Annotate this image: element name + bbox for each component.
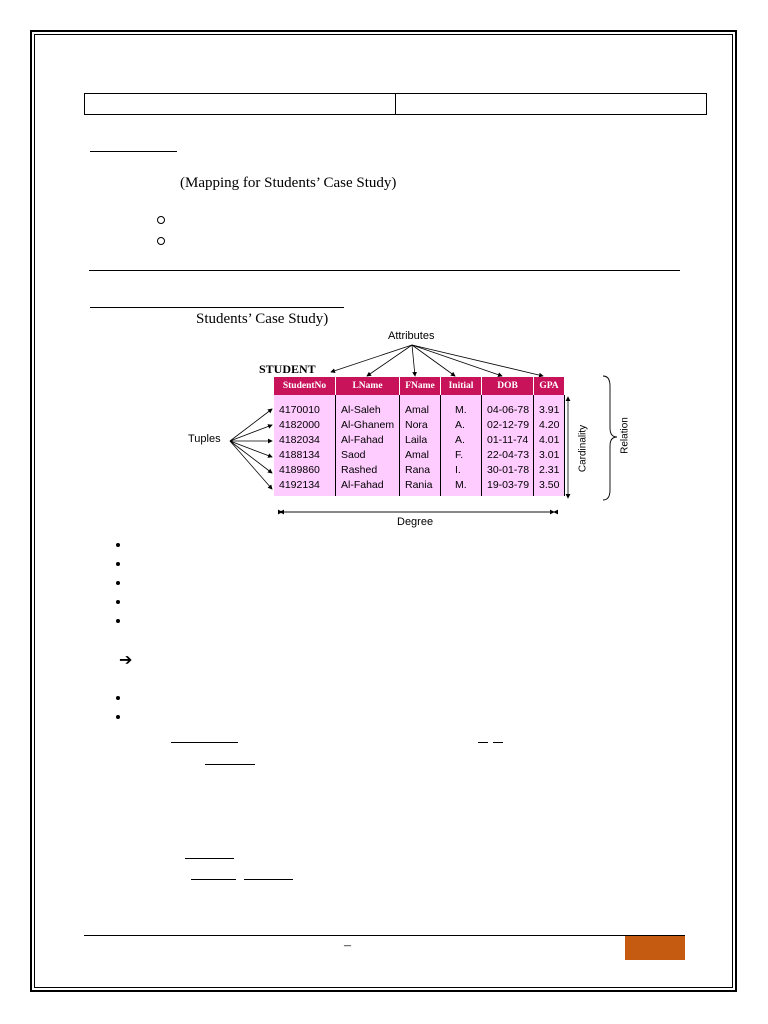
table-cell: 4.20 — [534, 417, 565, 432]
table-cell: 19-03-79 — [482, 477, 534, 496]
table-cell: 4189860 — [274, 462, 336, 477]
table-cell: A. — [441, 417, 482, 432]
table-cell: Rashed — [336, 462, 400, 477]
bullet — [116, 562, 120, 566]
attributes-label: Attributes — [388, 330, 435, 342]
table-cell: Al-Saleh — [336, 395, 400, 417]
column-header: Initial — [441, 377, 482, 395]
table-cell: 4182034 — [274, 432, 336, 447]
table-cell: A. — [441, 432, 482, 447]
cardinality-label: Cardinality — [577, 424, 589, 473]
table-row — [274, 395, 565, 417]
table-row — [274, 477, 565, 496]
relation-brace — [603, 376, 617, 500]
column-header: StudentNo — [274, 377, 336, 395]
bullet — [116, 543, 120, 547]
mapping-subtitle: (Mapping for Students’ Case Study) — [180, 175, 397, 191]
table-cell: M. — [441, 477, 482, 496]
table-cell: M. — [441, 395, 482, 417]
underline-fragment — [493, 742, 503, 743]
table-cell: Rania — [400, 477, 441, 496]
bullet — [116, 619, 120, 623]
table-row — [274, 432, 565, 447]
tuples-label: Tuples — [188, 433, 221, 445]
table-cell: Amal — [400, 447, 441, 462]
table-cell: Nora — [400, 417, 441, 432]
bullet — [116, 715, 120, 719]
table-cell: Saod — [336, 447, 400, 462]
table-cell: 02-12-79 — [482, 417, 534, 432]
table-cell: 3.91 — [534, 395, 565, 417]
column-header: LName — [336, 377, 400, 395]
column-header: FName — [400, 377, 441, 395]
student-table — [274, 377, 565, 496]
bullet — [116, 600, 120, 604]
table-cell: 4192134 — [274, 477, 336, 496]
relation-name: STUDENT — [259, 362, 316, 376]
table-cell: F. — [441, 447, 482, 462]
degree-label: Degree — [397, 516, 434, 528]
tuple-arrows — [230, 409, 272, 489]
table-cell: 3.01 — [534, 447, 565, 462]
table-row — [274, 462, 565, 477]
footer-line — [84, 935, 685, 936]
underline-fragment — [191, 879, 236, 880]
table-cell: 2.31 — [534, 462, 565, 477]
footer-dash: – — [344, 938, 351, 953]
student-table-wrap — [274, 377, 565, 496]
column-header: GPA — [534, 377, 565, 395]
table-cell: 4182000 — [274, 417, 336, 432]
underline-fragment — [171, 742, 238, 743]
relation-label: Relation — [619, 417, 631, 454]
underline-fragment — [205, 764, 255, 765]
attribute-arrows — [331, 345, 543, 376]
table-cell: 3.50 — [534, 477, 565, 496]
bullet — [116, 581, 120, 585]
table-cell: Al-Ghanem — [336, 417, 400, 432]
table-cell: Al-Fahad — [336, 477, 400, 496]
bullet — [116, 696, 120, 700]
table-cell: Laila — [400, 432, 441, 447]
table-row — [274, 417, 565, 432]
underline-fragment — [185, 858, 234, 859]
table-cell: 4170010 — [274, 395, 336, 417]
table-cell: Al-Fahad — [336, 432, 400, 447]
table-cell: I. — [441, 462, 482, 477]
table-cell: Amal — [400, 395, 441, 417]
table-cell: 30-01-78 — [482, 462, 534, 477]
page-number-box — [625, 936, 685, 960]
table-cell: 4188134 — [274, 447, 336, 462]
table-cell: 22-04-73 — [482, 447, 534, 462]
table-row — [274, 447, 565, 462]
table-cell: Rana — [400, 462, 441, 477]
section-subtitle: Students’ Case Study) — [196, 311, 329, 327]
column-header: DOB — [482, 377, 534, 395]
underline-fragment — [478, 742, 488, 743]
table-cell: 4.01 — [534, 432, 565, 447]
table-cell: 04-06-78 — [482, 395, 534, 417]
arrow-bullet-icon: ➔ — [119, 650, 133, 669]
table-cell: 01-11-74 — [482, 432, 534, 447]
underline-fragment — [244, 879, 293, 880]
